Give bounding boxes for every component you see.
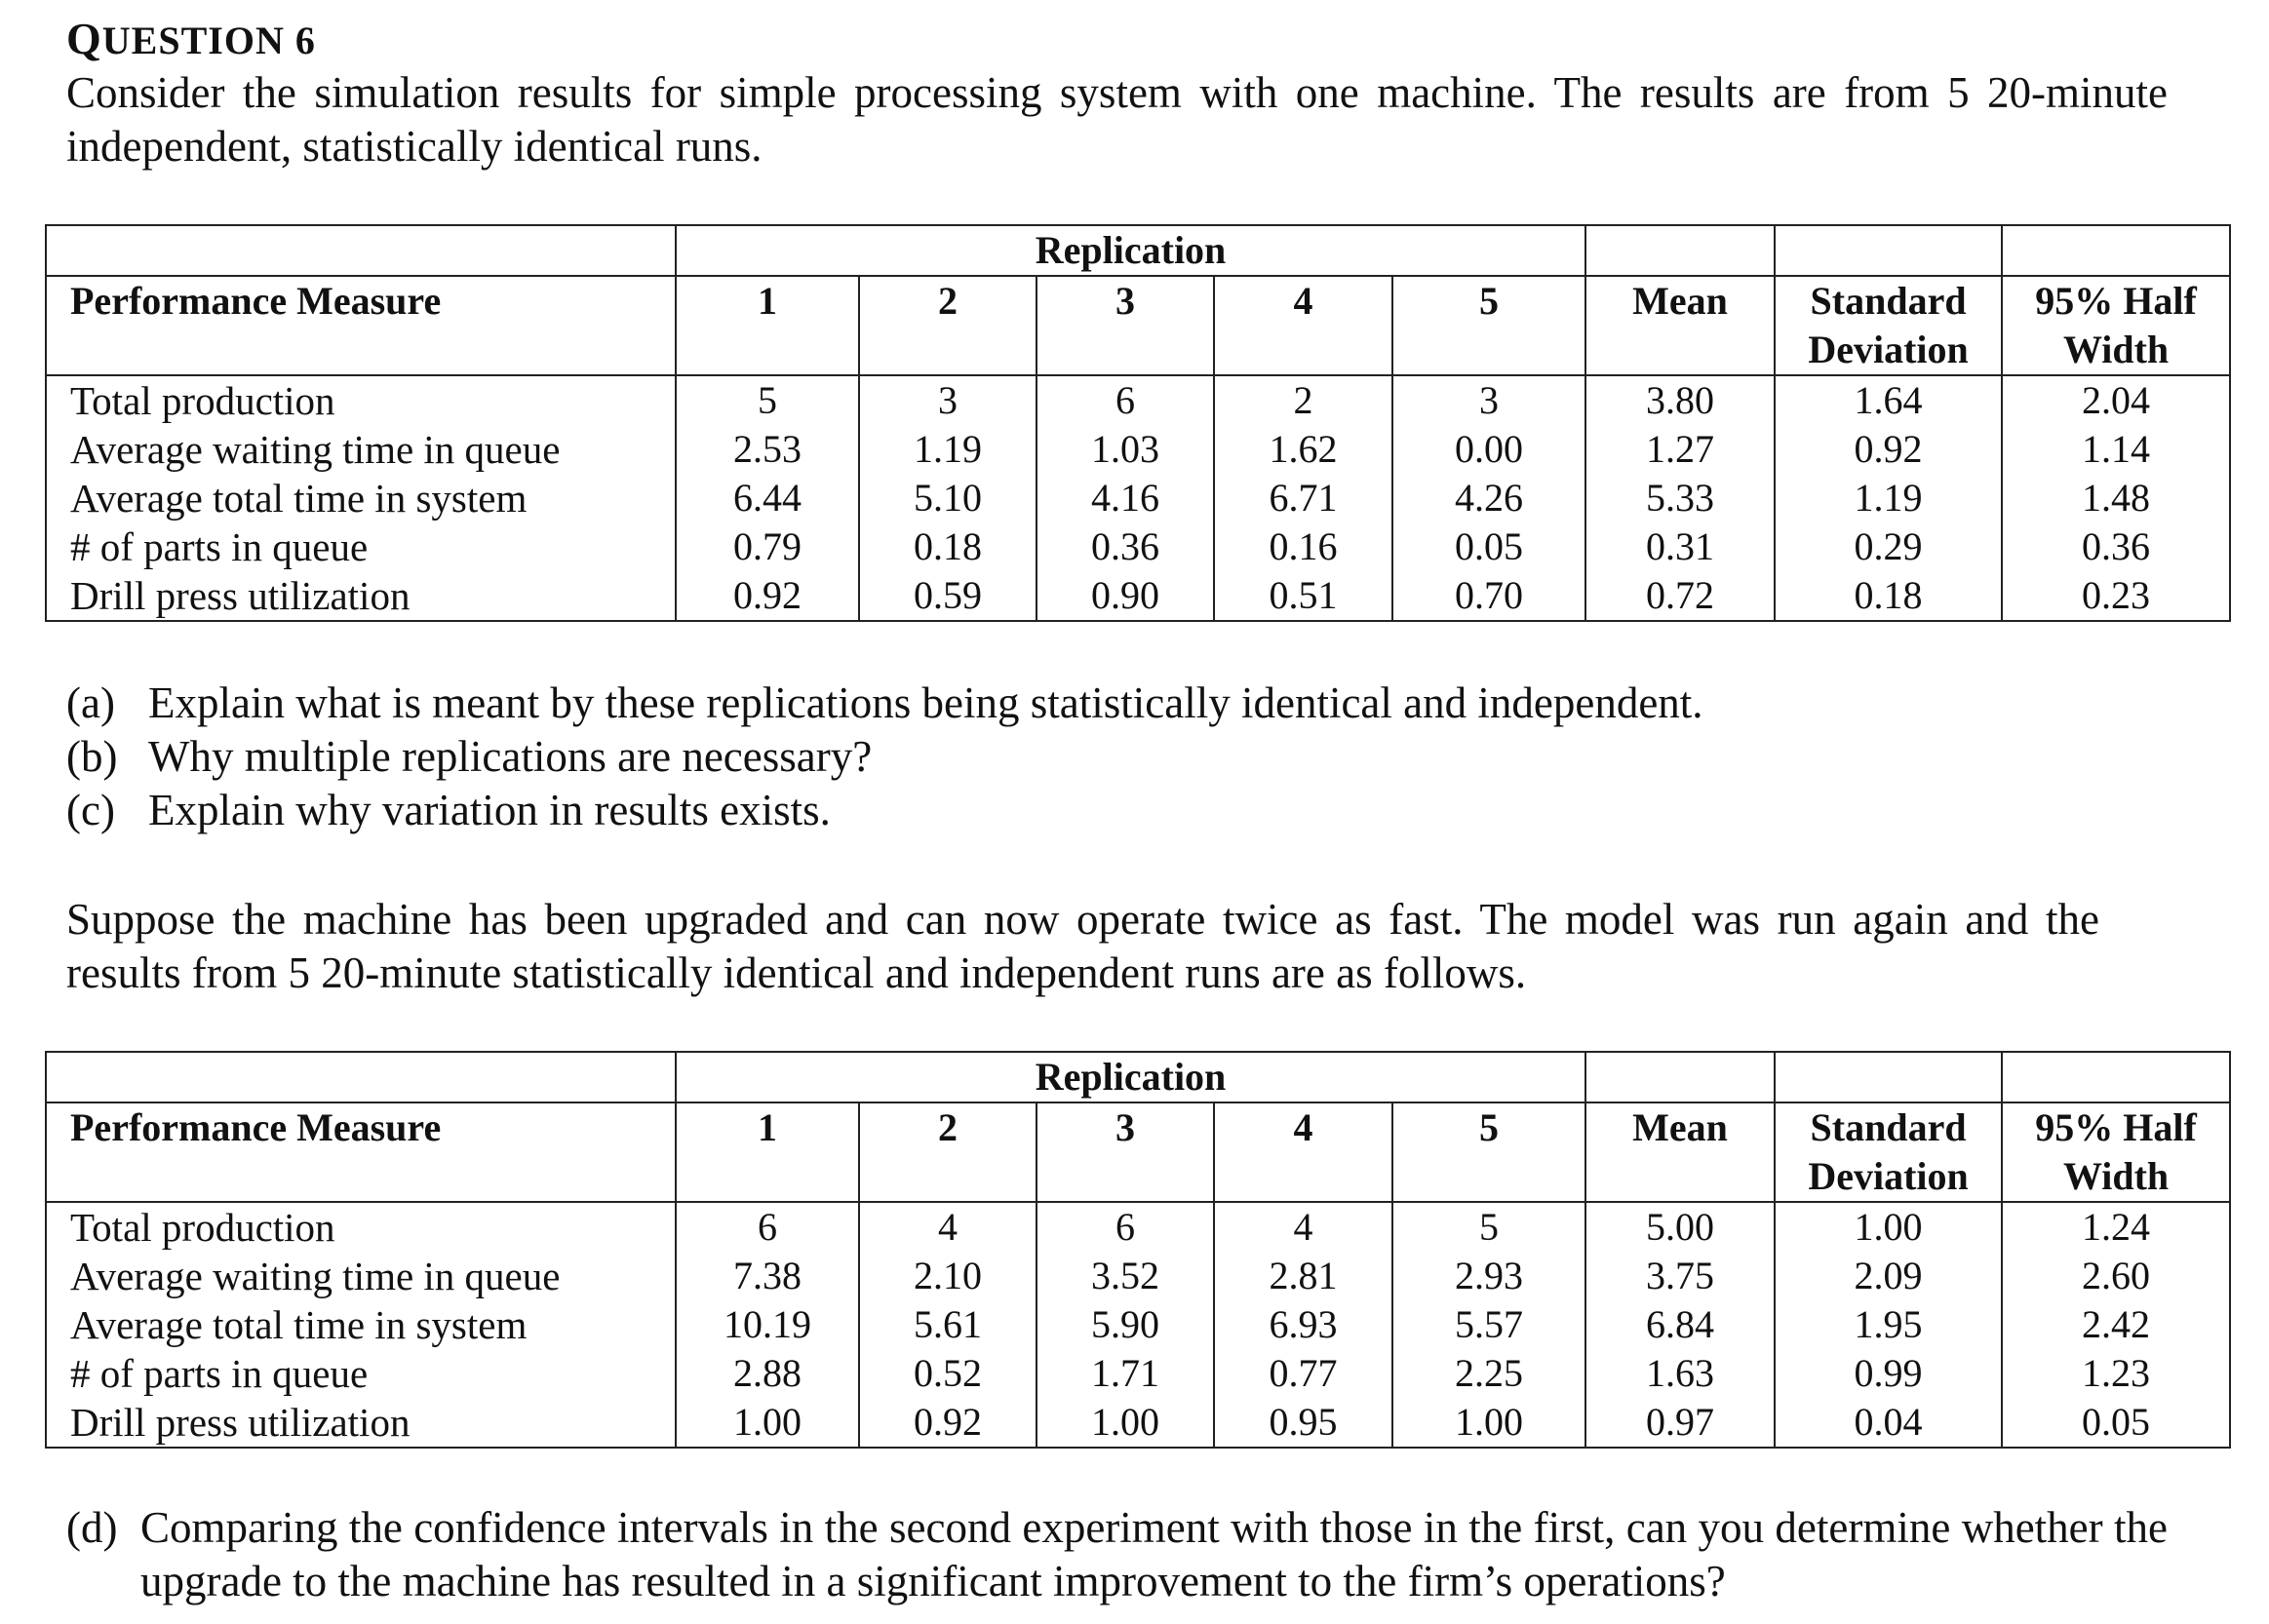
value-cell: 6.93 (1214, 1300, 1392, 1349)
half-width-cell: 1.24 (2002, 1202, 2230, 1252)
mean-cell: 3.75 (1585, 1252, 1775, 1300)
half-width-header: 95% Half Width (2002, 276, 2230, 375)
replication-header: Replication (676, 1052, 1585, 1102)
value-cell: 5 (1392, 1202, 1585, 1252)
sd-cell: 0.99 (1775, 1349, 2002, 1398)
value-cell: 5.61 (859, 1300, 1037, 1349)
value-cell: 0.77 (1214, 1349, 1392, 1398)
value-cell: 4.16 (1037, 474, 1214, 522)
value-cell: 2 (1214, 375, 1392, 425)
performance-measure-header: Performance Measure (46, 276, 676, 375)
sd-cell: 0.18 (1775, 571, 2002, 621)
sd-cell: 1.95 (1775, 1300, 2002, 1349)
half-width-cell: 2.04 (2002, 375, 2230, 425)
value-cell: 0.59 (859, 571, 1037, 621)
half-width-cell: 2.60 (2002, 1252, 2230, 1300)
rep-header: 3 (1037, 276, 1214, 375)
value-cell: 0.05 (1392, 522, 1585, 571)
intro-paragraph: Consider the simulation results for simple processing system with one machine. The results are from 5 20-minute independent, statistically identical runs. (66, 68, 2168, 171)
measure-cell: # of parts in queue (46, 1349, 676, 1398)
value-cell: 6 (676, 1202, 859, 1252)
sd-cell: 0.29 (1775, 522, 2002, 571)
table-row (46, 1252, 2230, 1300)
measure-cell: Average total time in system (46, 474, 676, 522)
value-cell: 5.10 (859, 474, 1037, 522)
half-width-cell: 2.42 (2002, 1300, 2230, 1349)
half-width-cell: 1.14 (2002, 425, 2230, 474)
value-cell: 4 (859, 1202, 1037, 1252)
measure-cell: Drill press utilization (46, 1398, 676, 1448)
mean-header: Mean (1585, 1102, 1775, 1202)
value-cell: 1.71 (1037, 1349, 1214, 1398)
value-cell: 6 (1037, 375, 1214, 425)
questions-abc (66, 677, 2211, 837)
value-cell: 0.90 (1037, 571, 1214, 621)
sd-cell: 0.92 (1775, 425, 2002, 474)
sd-cell: 1.64 (1775, 375, 2002, 425)
mean-cell: 0.31 (1585, 522, 1775, 571)
replication-header: Replication (676, 225, 1585, 276)
value-cell: 6.44 (676, 474, 859, 522)
std-dev-header: Standard Deviation (1775, 276, 2002, 375)
value-cell: 3.52 (1037, 1252, 1214, 1300)
rep-header: 4 (1214, 1102, 1392, 1202)
value-cell: 2.25 (1392, 1349, 1585, 1398)
value-cell: 1.03 (1037, 425, 1214, 474)
mean-cell: 1.27 (1585, 425, 1775, 474)
table-row (46, 522, 2230, 571)
value-cell: 0.00 (1392, 425, 1585, 474)
half-width-cell: 1.23 (2002, 1349, 2230, 1398)
measure-cell: Total production (46, 1202, 676, 1252)
rep-header: 5 (1392, 1102, 1585, 1202)
half-width-cell: 0.23 (2002, 571, 2230, 621)
rep-header: 2 (859, 276, 1037, 375)
question-item: (d) Comparing the confidence intervals in the second experiment with those in the first, can you determine whether the upgrade to the machine has resulted in a significant improvement to the firm’s operations? (66, 1503, 2168, 1605)
mean-cell: 6.84 (1585, 1300, 1775, 1349)
table-row (46, 571, 2230, 621)
rep-header: 3 (1037, 1102, 1214, 1202)
mean-cell: 3.80 (1585, 375, 1775, 425)
results-table-2 (45, 1051, 2231, 1449)
table-row (46, 1202, 2230, 1252)
value-cell: 2.53 (676, 425, 859, 474)
value-cell: 0.95 (1214, 1398, 1392, 1448)
value-cell: 1.00 (676, 1398, 859, 1448)
sd-cell: 1.00 (1775, 1202, 2002, 1252)
value-cell: 4.26 (1392, 474, 1585, 522)
sd-cell: 0.04 (1775, 1398, 2002, 1448)
value-cell: 0.92 (676, 571, 859, 621)
value-cell: 1.19 (859, 425, 1037, 474)
rep-header: 4 (1214, 276, 1392, 375)
value-cell: 7.38 (676, 1252, 859, 1300)
value-cell: 5.90 (1037, 1300, 1214, 1349)
table-row (46, 1300, 2230, 1349)
half-width-header: 95% Half Width (2002, 1102, 2230, 1202)
mean-cell: 0.72 (1585, 571, 1775, 621)
question-item: (a) Explain what is meant by these replications being statistically identical and independent. (66, 678, 1703, 727)
measure-cell: Average waiting time in queue (46, 425, 676, 474)
measure-cell: Total production (46, 375, 676, 425)
table-row (46, 375, 2230, 425)
value-cell: 2.10 (859, 1252, 1037, 1300)
value-cell: 3 (859, 375, 1037, 425)
sd-cell: 1.19 (1775, 474, 2002, 522)
results-table-1 (45, 224, 2231, 622)
table-row (46, 425, 2230, 474)
sd-cell: 2.09 (1775, 1252, 2002, 1300)
mean-cell: 1.63 (1585, 1349, 1775, 1398)
half-width-cell: 0.36 (2002, 522, 2230, 571)
value-cell: 1.00 (1392, 1398, 1585, 1448)
value-cell: 2.88 (676, 1349, 859, 1398)
value-cell: 0.70 (1392, 571, 1585, 621)
measure-cell: Average total time in system (46, 1300, 676, 1349)
second-intro-paragraph: Suppose the machine has been upgraded and can now operate twice as fast. The model was run again and the results from 5 20-minute statistically identical and independent runs are as follows. (66, 895, 2099, 997)
value-cell: 0.16 (1214, 522, 1392, 571)
std-dev-header: Standard Deviation (1775, 1102, 2002, 1202)
value-cell: 4 (1214, 1202, 1392, 1252)
half-width-cell: 1.48 (2002, 474, 2230, 522)
measure-cell: Drill press utilization (46, 571, 676, 621)
question-item: (c) Explain why variation in results exists. (66, 786, 831, 834)
table-row (46, 474, 2230, 522)
measure-cell: # of parts in queue (46, 522, 676, 571)
value-cell: 3 (1392, 375, 1585, 425)
mean-cell: 5.00 (1585, 1202, 1775, 1252)
rep-header: 5 (1392, 276, 1585, 375)
value-cell: 0.36 (1037, 522, 1214, 571)
mean-cell: 0.97 (1585, 1398, 1775, 1448)
value-cell: 10.19 (676, 1300, 859, 1349)
mean-header: Mean (1585, 276, 1775, 375)
value-cell: 2.93 (1392, 1252, 1585, 1300)
question-title: QUESTION 6 (66, 14, 316, 63)
value-cell: 6.71 (1214, 474, 1392, 522)
value-cell: 0.79 (676, 522, 859, 571)
question-d (66, 1501, 2168, 1608)
performance-measure-header: Performance Measure (46, 1102, 676, 1202)
value-cell: 5.57 (1392, 1300, 1585, 1349)
table-row (46, 1349, 2230, 1398)
measure-cell: Average waiting time in queue (46, 1252, 676, 1300)
rep-header: 1 (676, 276, 859, 375)
value-cell: 0.52 (859, 1349, 1037, 1398)
rep-header: 1 (676, 1102, 859, 1202)
value-cell: 0.92 (859, 1398, 1037, 1448)
value-cell: 6 (1037, 1202, 1214, 1252)
value-cell: 2.81 (1214, 1252, 1392, 1300)
mean-cell: 5.33 (1585, 474, 1775, 522)
value-cell: 5 (676, 375, 859, 425)
value-cell: 1.00 (1037, 1398, 1214, 1448)
table-row (46, 1398, 2230, 1448)
value-cell: 1.62 (1214, 425, 1392, 474)
question-item: (b) Why multiple replications are necessary? (66, 732, 873, 781)
value-cell: 0.18 (859, 522, 1037, 571)
value-cell: 0.51 (1214, 571, 1392, 621)
rep-header: 2 (859, 1102, 1037, 1202)
half-width-cell: 0.05 (2002, 1398, 2230, 1448)
